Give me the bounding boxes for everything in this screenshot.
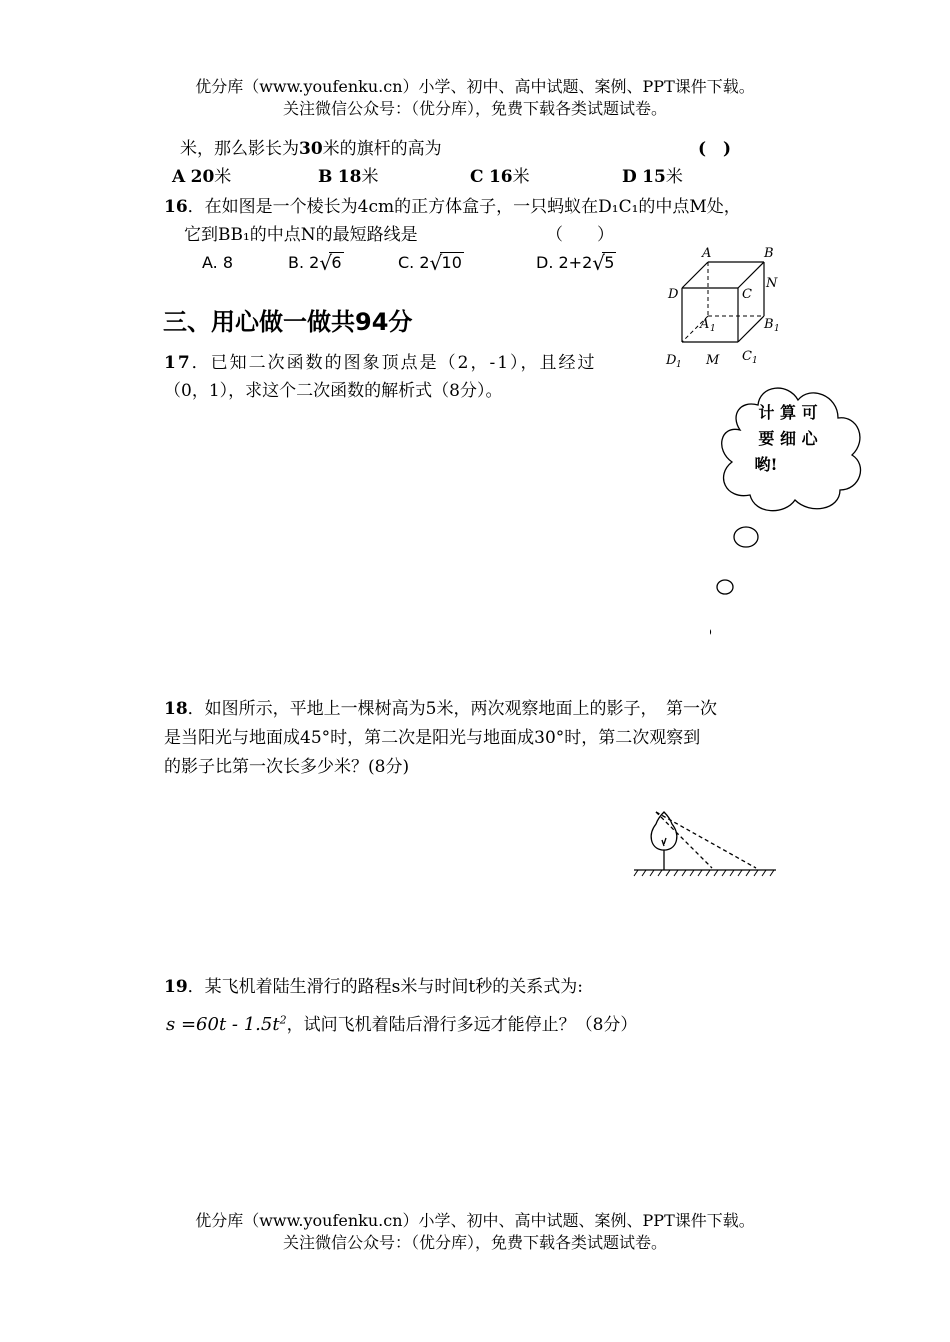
q18-line3: 的影子比第一次长多少米？(8分) [164,757,410,777]
q16-option-d: D. 2+2 √ 5 [536,251,615,275]
q15-answer-bracket: ( ) [698,139,732,159]
q15-stem: 米，那么影长为30米的旗杆的高为 [180,139,442,159]
q16-line2: 它到BB₁的中点N的最短路线是 [184,225,418,245]
svg-text:1: 1 [710,324,716,334]
page-footer-line1: 优分库（www.youfenku.cn）小学、初中、高中试题、案例、PPT课件下载。 [195,1211,755,1230]
cube-label-a: A [702,246,712,261]
q15-option-c: C 16米 [470,167,530,187]
thought-cloud [710,370,870,650]
section3-title: 三、用心做一做共94分 [163,308,413,336]
svg-text:1: 1 [774,324,780,334]
q17-line1: 17．已知二次函数的图象顶点是（2，-1），且经过 [164,353,597,373]
q19-line2: $s =60t - 1.5t^2$，试问飞机着陆后滑行多远才能停止？（8分） [166,1013,638,1035]
cube-label-b: B [764,246,774,261]
svg-text:1: 1 [752,356,758,366]
q18-line1: 18．如图所示，平地上一棵树高为5米，两次观察地面上的影子， 第一次 [164,699,717,719]
q16-option-b: B. 2 √ 6 [288,251,342,275]
cube-label-a1: A [700,317,710,332]
q15-option-d: D 15米 [622,167,683,187]
q17-line2: （0，1），求这个二次函数的解析式（8分）。 [164,381,503,401]
page-header-line2: 关注微信公众号：（优分库），免费下载各类试题试卷。 [282,99,667,118]
q15-option-a: A 20米 [172,167,232,187]
cloud-text-line2: 要 细 心 [758,429,818,448]
q15-option-b: B 18米 [318,167,379,187]
q16-option-c: C. 2 √ 10 [398,251,462,275]
cube-label-c: C [742,287,752,302]
tree-shadow-figure [628,806,784,880]
q16-answer-bracket: （ ） [546,225,614,245]
svg-text:1: 1 [676,360,682,370]
page-header-line1: 优分库（www.youfenku.cn）小学、初中、高中试题、案例、PPT课件下载。 [195,77,755,96]
q16-option-a: A. 8 [202,253,234,272]
cloud-text-line3: 哟! [754,455,778,474]
cube-label-b1: B [764,317,774,332]
cube-figure [660,242,790,372]
cube-label-m: M [706,353,720,368]
cube-label-c1: C [742,349,752,364]
q19-line1: 19．某飞机着陆生滑行的路程s米与时间t秒的关系式为: [164,977,583,997]
cube-label-n: N [766,276,778,291]
q18-line2: 是当阳光与地面成45°时，第二次是阳光与地面成30°时，第二次观察到 [164,728,701,748]
cloud-text-line1: 计 算 可 [758,403,818,422]
q16-line1: 16．在如图是一个棱长为4cm的正方体盒子，一只蚂蚁在D₁C₁的中点M处， [164,197,741,217]
cube-label-d: D [668,287,679,302]
cube-label-d1: D [666,353,677,368]
q19-formula: s =60t - 1.5t [166,1014,280,1035]
page-footer-line2: 关注微信公众号：（优分库），免费下载各类试题试卷。 [282,1233,667,1252]
